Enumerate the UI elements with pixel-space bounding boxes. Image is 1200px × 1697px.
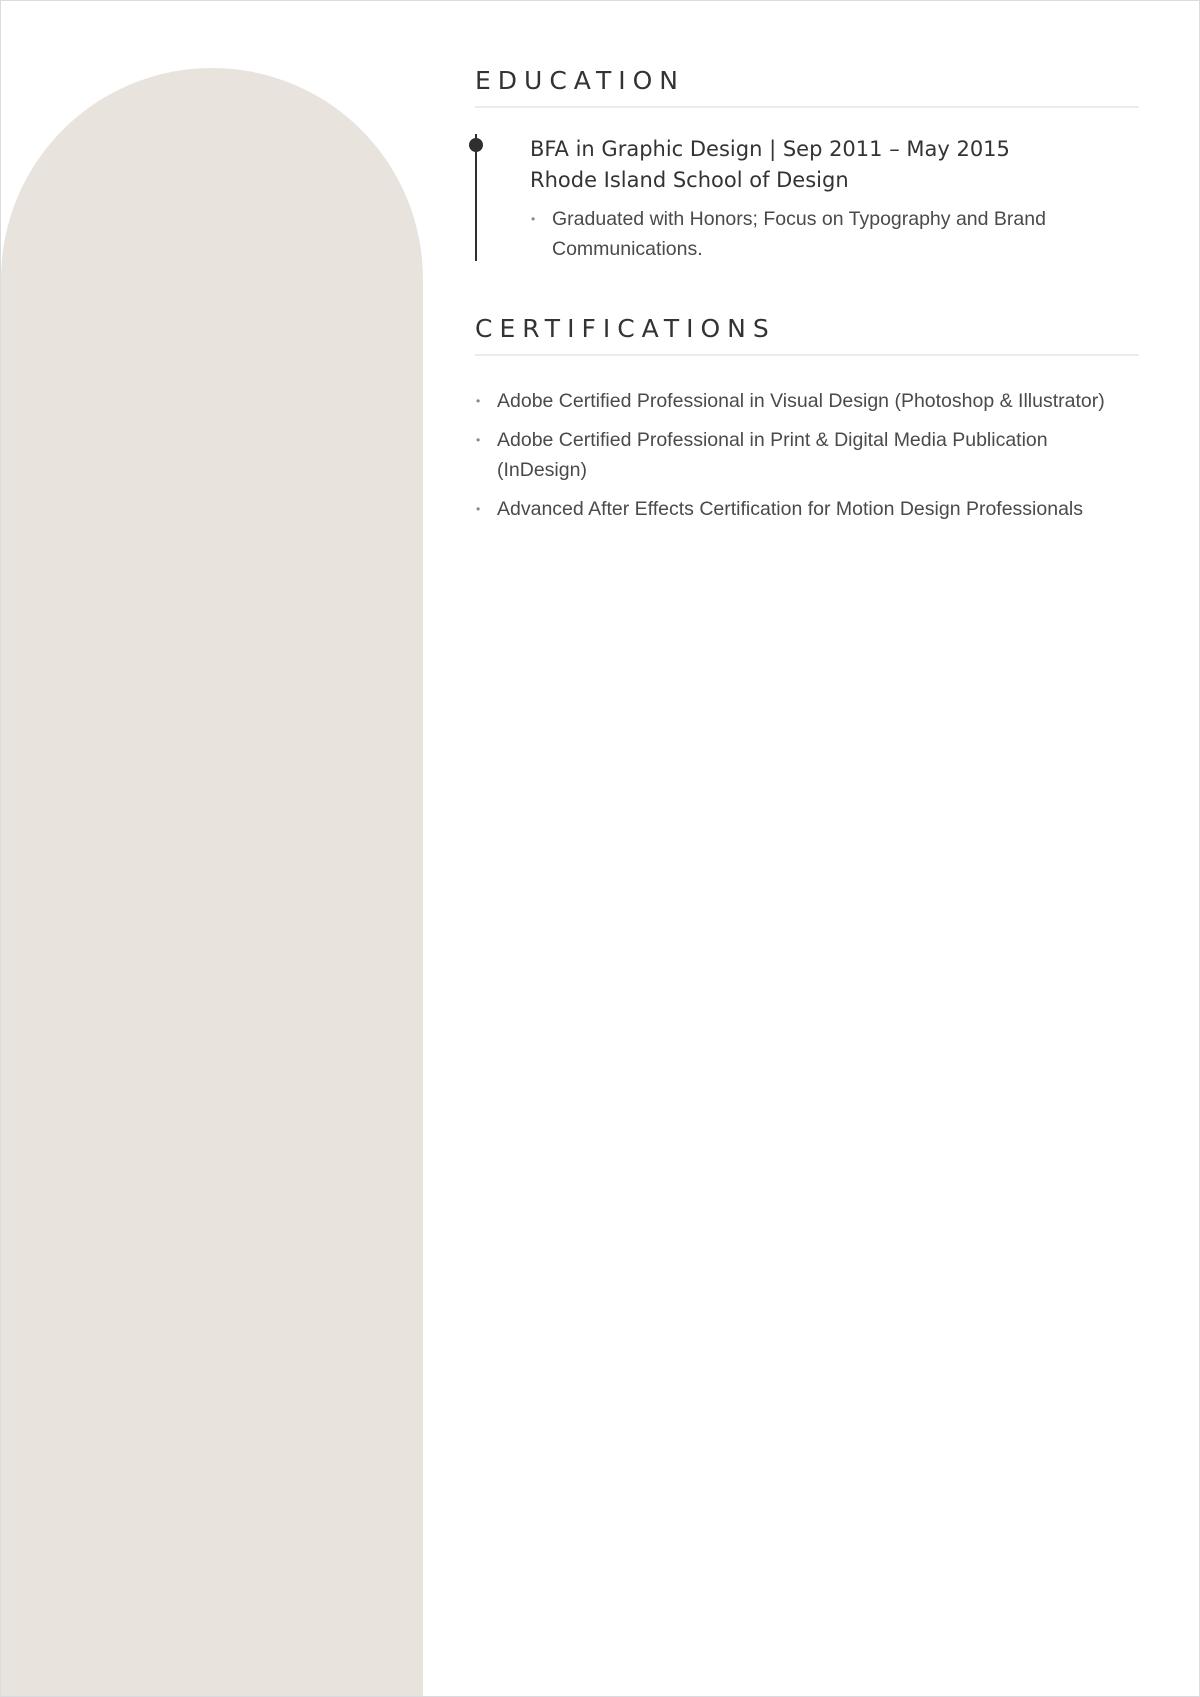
education-details-list xyxy=(530,204,1139,264)
certification-text: Advanced After Effects Certification for Motion Design Professionals xyxy=(497,498,1084,520)
bullet-icon: • xyxy=(476,502,481,516)
education-detail-text: Graduated with Honors; Focus on Typography and Brand Communications. xyxy=(552,208,1046,260)
education-heading: EDUCATION xyxy=(475,66,1139,108)
list-item xyxy=(475,386,1139,416)
certifications-heading: CERTIFICATIONS xyxy=(475,314,1139,356)
list-item xyxy=(530,204,1139,264)
certifications-list xyxy=(475,386,1139,524)
certification-text: Adobe Certified Professional in Visual Design (Photoshop & Illustrator) xyxy=(497,390,1105,412)
decorative-arch-panel xyxy=(1,68,423,1696)
education-entry xyxy=(475,134,1139,264)
certifications-section xyxy=(475,314,1139,524)
bullet-icon: • xyxy=(476,433,481,447)
list-item xyxy=(475,494,1139,524)
school-name: Rhode Island School of Design xyxy=(530,168,849,192)
degree-and-dates: BFA in Graphic Design | Sep 2011 – May 2015 xyxy=(530,137,1010,161)
certification-text: Adobe Certified Professional in Print & Digital Media Publication (InDesign) xyxy=(497,429,1048,481)
bullet-icon: • xyxy=(531,212,536,226)
bullet-icon: • xyxy=(476,394,481,408)
timeline-line xyxy=(475,134,477,261)
list-item xyxy=(475,425,1139,485)
resume-main-column xyxy=(475,66,1139,533)
timeline-dot-icon xyxy=(469,138,483,152)
education-section xyxy=(475,66,1139,264)
